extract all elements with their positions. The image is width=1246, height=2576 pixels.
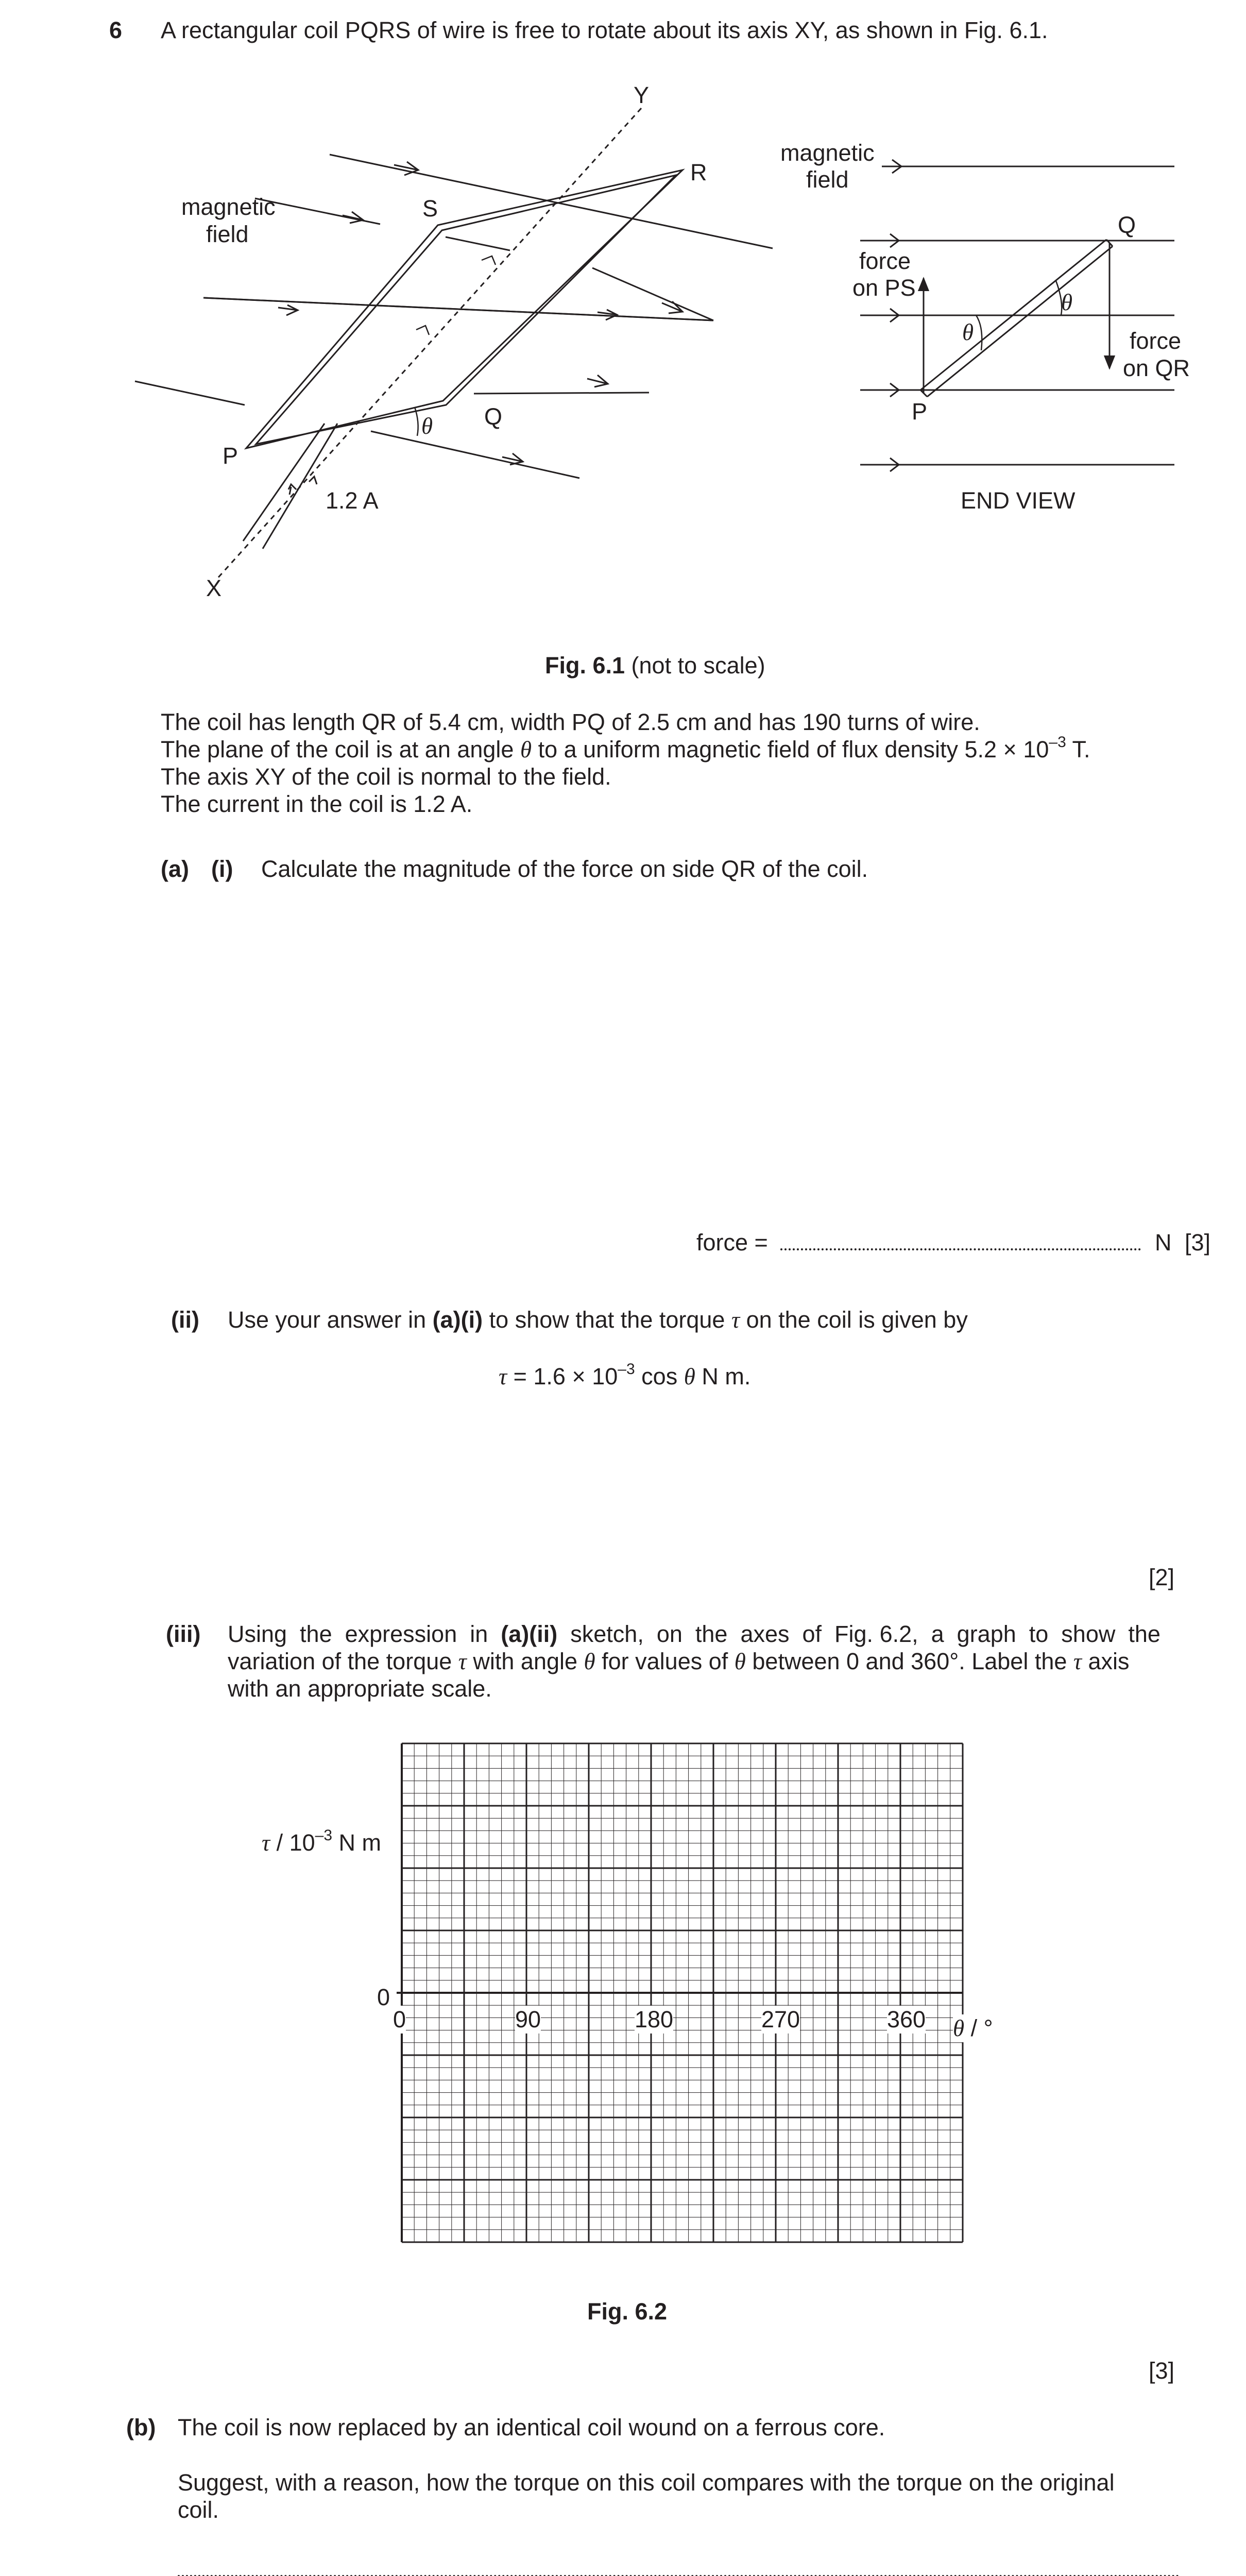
label-force-qr-1: force [1130,328,1182,354]
label-theta-3d: θ [421,413,433,439]
axis-xy [216,108,641,580]
end-label-q: Q [1118,212,1136,238]
fig-6-1-diagram [0,0,1246,618]
fig-6-2-grid[interactable] [397,1742,968,2250]
force-answer-label: force = [696,1229,768,1256]
fig-6-1-caption: Fig. 6.1 (not to scale) [545,652,765,679]
label-y: Y [634,82,650,108]
part-a-label: (a) [161,856,189,882]
label-x: X [206,575,222,601]
label-current: 1.2 A [326,487,379,514]
info-line-2: The plane of the coil is at an angle θ to a uniform magnetic field of flux density $5.2 \times 10^{-3}$ T. [161,734,1090,762]
label-magnetic: magnetic [181,194,276,220]
part-a-i-text: Calculate the magnitude of the force on side QR of the coil. [261,856,868,882]
info-line-4: The current in the coil is 1.2 A. [161,791,473,817]
label-s: S [422,195,438,222]
question-number: 6 [109,17,123,43]
label-p: P [223,443,238,469]
part-b-label: (b) [126,2414,156,2441]
fig-6-2-y-zero: 0 [377,1984,390,2010]
part-a-iii-label: (iii) [166,1621,201,1647]
label-r: R [690,159,707,185]
label-q: Q [484,403,503,430]
part-a-ii-text: Use your answer in (a)(i) to show that the torque τ on the coil is given by [228,1307,968,1333]
part-b-text-1: The coil is now replaced by an identical coil wound on a ferrous core. [178,2414,885,2441]
part-b-text-3: coil. [178,2497,219,2523]
part-a-ii-label: (ii) [171,1307,199,1333]
part-b-text-2: Suggest, with a reason, how the torque on this coil compares with the torque on the original [178,2469,1115,2496]
question-intro: A rectangular coil PQRS of wire is free to rotate about its axis XY, as shown in Fig. 6.1. [161,17,1048,43]
x-tick-90: 90 [515,2006,541,2032]
label-end-view: END VIEW [961,487,1076,514]
part-a-iii-marks: [3] [1149,2358,1175,2384]
x-tick-270: 270 [761,2006,800,2032]
end-label-theta-2: θ [1061,290,1073,315]
info-line-1: The coil has length QR of 5.4 cm, width PQ of 2.5 cm and has 190 turns of wire. [161,709,980,735]
label-force-qr-2: on QR [1123,355,1190,381]
end-label-theta-1: θ [962,319,974,345]
answer-line-1[interactable] [178,2555,1180,2576]
part-a-i-label: (i) [211,856,233,882]
x-tick-360: 360 [887,2006,926,2032]
end-label-p: P [912,398,928,425]
label-force-ps-1: force [859,248,911,274]
end-label-field: field [806,166,849,193]
part-a-iii-line-3: with an appropriate scale. [228,1675,492,1702]
fig-6-2-x-label: θ / ° [953,2015,993,2041]
x-tick-180: 180 [635,2006,674,2032]
fig-6-2-y-label: τ / $10^{-3}$ N m [262,1827,382,1856]
x-tick-0: 0 [393,2006,406,2032]
force-answer-line[interactable] [780,1229,1141,1257]
info-line-3: The axis XY of the coil is normal to the field. [161,764,611,790]
label-force-ps-2: on PS [852,275,916,301]
fig-6-2-caption: Fig. 6.2 [587,2298,668,2325]
part-a-iii-line-1: Using the expression in (a)(ii) sketch, on the axes of Fig. 6.2, a graph to show the [228,1621,1160,1647]
end-label-magnetic: magnetic [780,140,875,166]
end-view [860,160,1174,471]
force-unit: N [1155,1229,1172,1256]
label-field: field [206,221,249,247]
torque-equation: $\tau = 1.6 \times 10^{-3}$ cos θ N m. [499,1361,751,1389]
part-a-ii-marks: [2] [1149,1564,1175,1590]
part-a-iii-line-2: variation of the torque τ with angle θ for values of θ between 0 and 360°. Label the τ axis [228,1648,1130,1674]
force-marks: [3] [1185,1229,1211,1256]
